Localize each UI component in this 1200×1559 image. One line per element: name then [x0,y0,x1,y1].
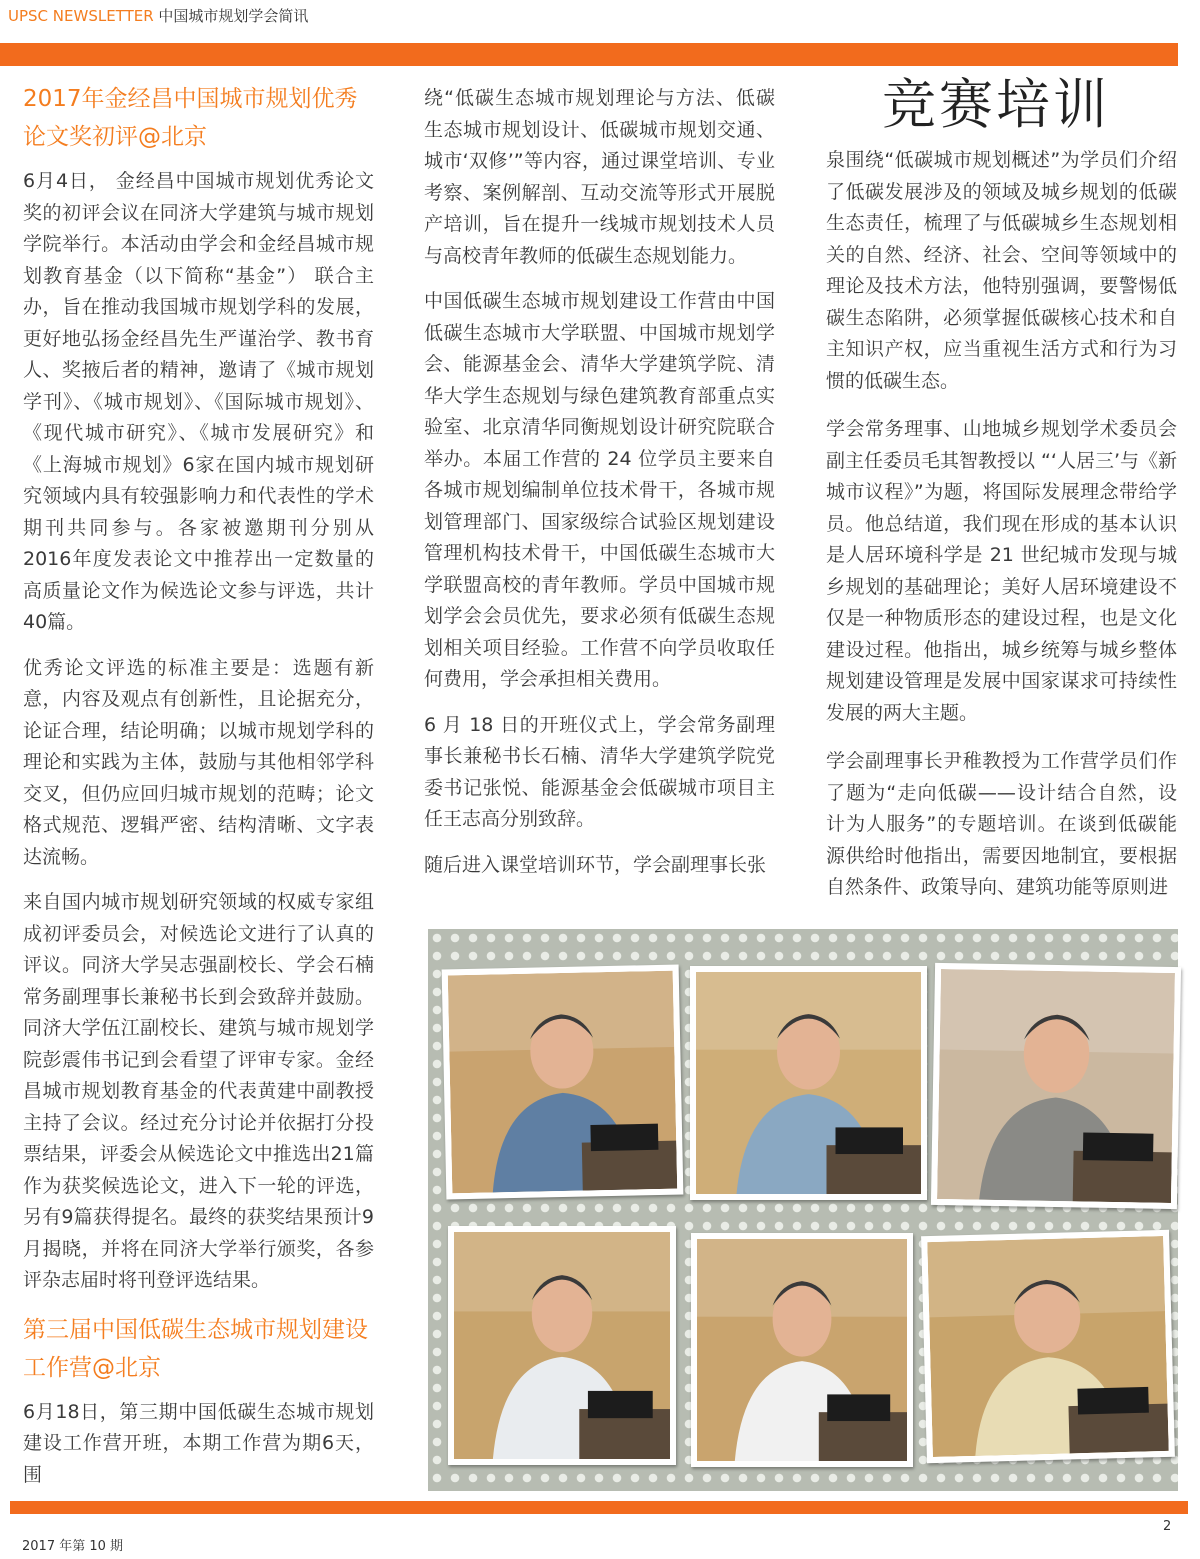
speaker-photo-image [696,972,921,1194]
laptop [588,1391,653,1418]
column-1 [23,80,374,1505]
photo-collage [428,929,1178,1491]
speaker-photo-image [448,971,678,1194]
paragraph: 绕“低碳生态城市规划理论与方法、低碳生态城市规划设计、低碳城市规划交通、城市‘双修’”等内容，通过课堂培训、专业考察、案例解剖、互动交流等形式开展脱产培训，旨在提升一线城市规划技术人员与高校青年教师的低碳生态规划能力。 [424,87,775,267]
paragraph: 6月18日，第三期中国低碳生态城市规划建设工作营开班，本期工作营为期6天，围 [23,1400,374,1486]
article-title-1: 2017年金经昌中国城市规划优秀论文奖初评@北京 [23,86,358,150]
bottom-orange-bar [10,1501,1188,1514]
page-number: 2 [1163,1519,1172,1534]
paragraph: 6月4日， 金经昌中国城市规划优秀论文奖的初评会议在同济大学建筑与城市规划学院举行。本活动由学会和金经昌城市规划教育基金（以下简称“基金”） 联合主办，旨在推动我国城市规划学科的发展，更好地弘扬金经昌先生严谨治学、教书育人、奖掖后者的精神，邀请了《城市规划学刊》、《城市规划》、《国际城市规划》、《现代城市研究》、《城市发展研究》和《上海城市规划》6家在国内城市规划研究领域内具有较强影响力和代表性的学术期刊共同参与。各家被邀期刊分别从2016年度发表论文中推荐出一定数量的高质量论文作为候选论文参与评选，共计40篇。 [23,170,374,633]
speaker-photo-5 [691,1233,913,1467]
speaker-photo-3 [931,963,1181,1209]
paragraph: 学会副理事长尹稚教授为工作营学员们作了题为“走向低碳——设计结合自然，设计为人服务”的专题培训。在谈到低碳能源供给时他指出，需要因地制宜，要根据自然条件、政策导向、建筑功能等原则进 [826,750,1177,898]
column-3 [826,145,1177,921]
paragraph: 随后进入课堂培训环节，学会副理事长张 [424,853,767,876]
laptop [1083,1132,1154,1161]
issue-label: 2017 年第 10 期 [22,1539,124,1554]
speaker-photo-1 [442,965,684,1200]
laptop [590,1124,658,1152]
speaker-photo-image [937,969,1175,1203]
laptop [827,1394,890,1421]
paragraph: 学会常务理事、山地城乡规划学术委员会副主任委员毛其智教授以 “‘人居三’与《新城市议程》”为题，将国际发展理念带给学员。他总结道，我们现在形成的基本认识是人居环境科学是 21 世纪城市发现与城乡规划的基础理论；美好人居环境建设不仅是一种物质形态的建设过程，也是文化建设过程。他指出，城乡统筹与城乡整体规划建设管理是发展中国家谋求可持续性发展的两大主题。 [826,418,1177,724]
speaker-photo-4 [448,1226,676,1465]
brand-cn: 中国城市规划学会简讯 [158,7,309,25]
newsletter-header [8,6,308,26]
column-2 [424,83,775,895]
paragraph: 中国低碳生态城市规划建设工作营由中国低碳生态城市大学联盟、中国城市规划学会、能源基金会、清华大学建筑学院、清华大学生态规划与绿色建筑教育部重点实验室、北京清华同衡规划设计研究院联合举办。本届工作营的 24 位学员主要来自各城市规划编制单位技术骨干，各城市规划管理部门、国家级综合试验区规划建设管理机构技术骨干，中国低碳生态城市大学联盟高校的青年教师。学员中国城市规划学会会员优先，要求必须有低碳生态规划相关项目经验。工作营不向学员收取任何费用，学会承担相关费用。 [424,290,775,690]
speaker-photo-image [697,1239,907,1461]
paragraph: 优秀论文评选的标准主要是：选题有新意，内容及观点有创新性，且论据充分，论证合理，结论明确；以城市规划学科的理论和实践为主体，鼓励与其他相邻学科交叉，但仍应回归城市规划的范畴；论文格式规范、逻辑严密、结构清晰、文字表达流畅。 [23,656,374,868]
brand-en: UPSC NEWSLETTER [8,7,154,25]
article-title-2: 第三届中国低碳生态城市规划建设工作营@北京 [23,1316,368,1381]
speaker-photo-2 [690,966,927,1200]
section-title: 竞赛培训 [882,73,1110,136]
speaker-photo-image [927,1236,1169,1457]
speaker-photo-6 [921,1230,1175,1463]
speaker-photo-image [454,1232,670,1459]
top-orange-bar [0,43,1178,66]
laptop [1077,1387,1148,1415]
paragraph: 泉围绕“低碳城市规划概述”为学员们介绍了低碳发展涉及的领域及城乡规划的低碳生态责任，梳理了与低碳城乡生态规划相关的自然、经济、社会、空间等领域中的理论及技术方法，他特别强调，要警惕低碳生态陷阱，必须掌握低碳核心技术和自主知识产权，应当重视生活方式和行为习惯的低碳生态。 [826,149,1177,392]
laptop [836,1127,904,1154]
paragraph: 来自国内城市规划研究领域的权威专家组成初评委员会，对候选论文进行了认真的评议。同济大学吴志强副校长、学会石楠常务副理事长兼秘书长到会致辞并鼓励。同济大学伍江副校长、建筑与城市规划学院彭震伟书记到会看望了评审专家。金经昌城市规划教育基金的代表黄建中副教授主持了会议。经过充分讨论并依据打分投票结果，评委会从候选论文中推选出21篇作为获奖候选论文，进入下一轮的评选，另有9篇获得提名。最终的获奖结果预计9月揭晓，并将在同济大学举行颁奖，各参评杂志届时将刊登评选结果。 [23,891,374,1291]
paragraph: 6 月 18 日的开班仪式上，学会常务副理事长兼秘书长石楠、清华大学建筑学院党委书记张悦、能源基金会低碳城市项目主任王志高分别致辞。 [424,713,775,830]
